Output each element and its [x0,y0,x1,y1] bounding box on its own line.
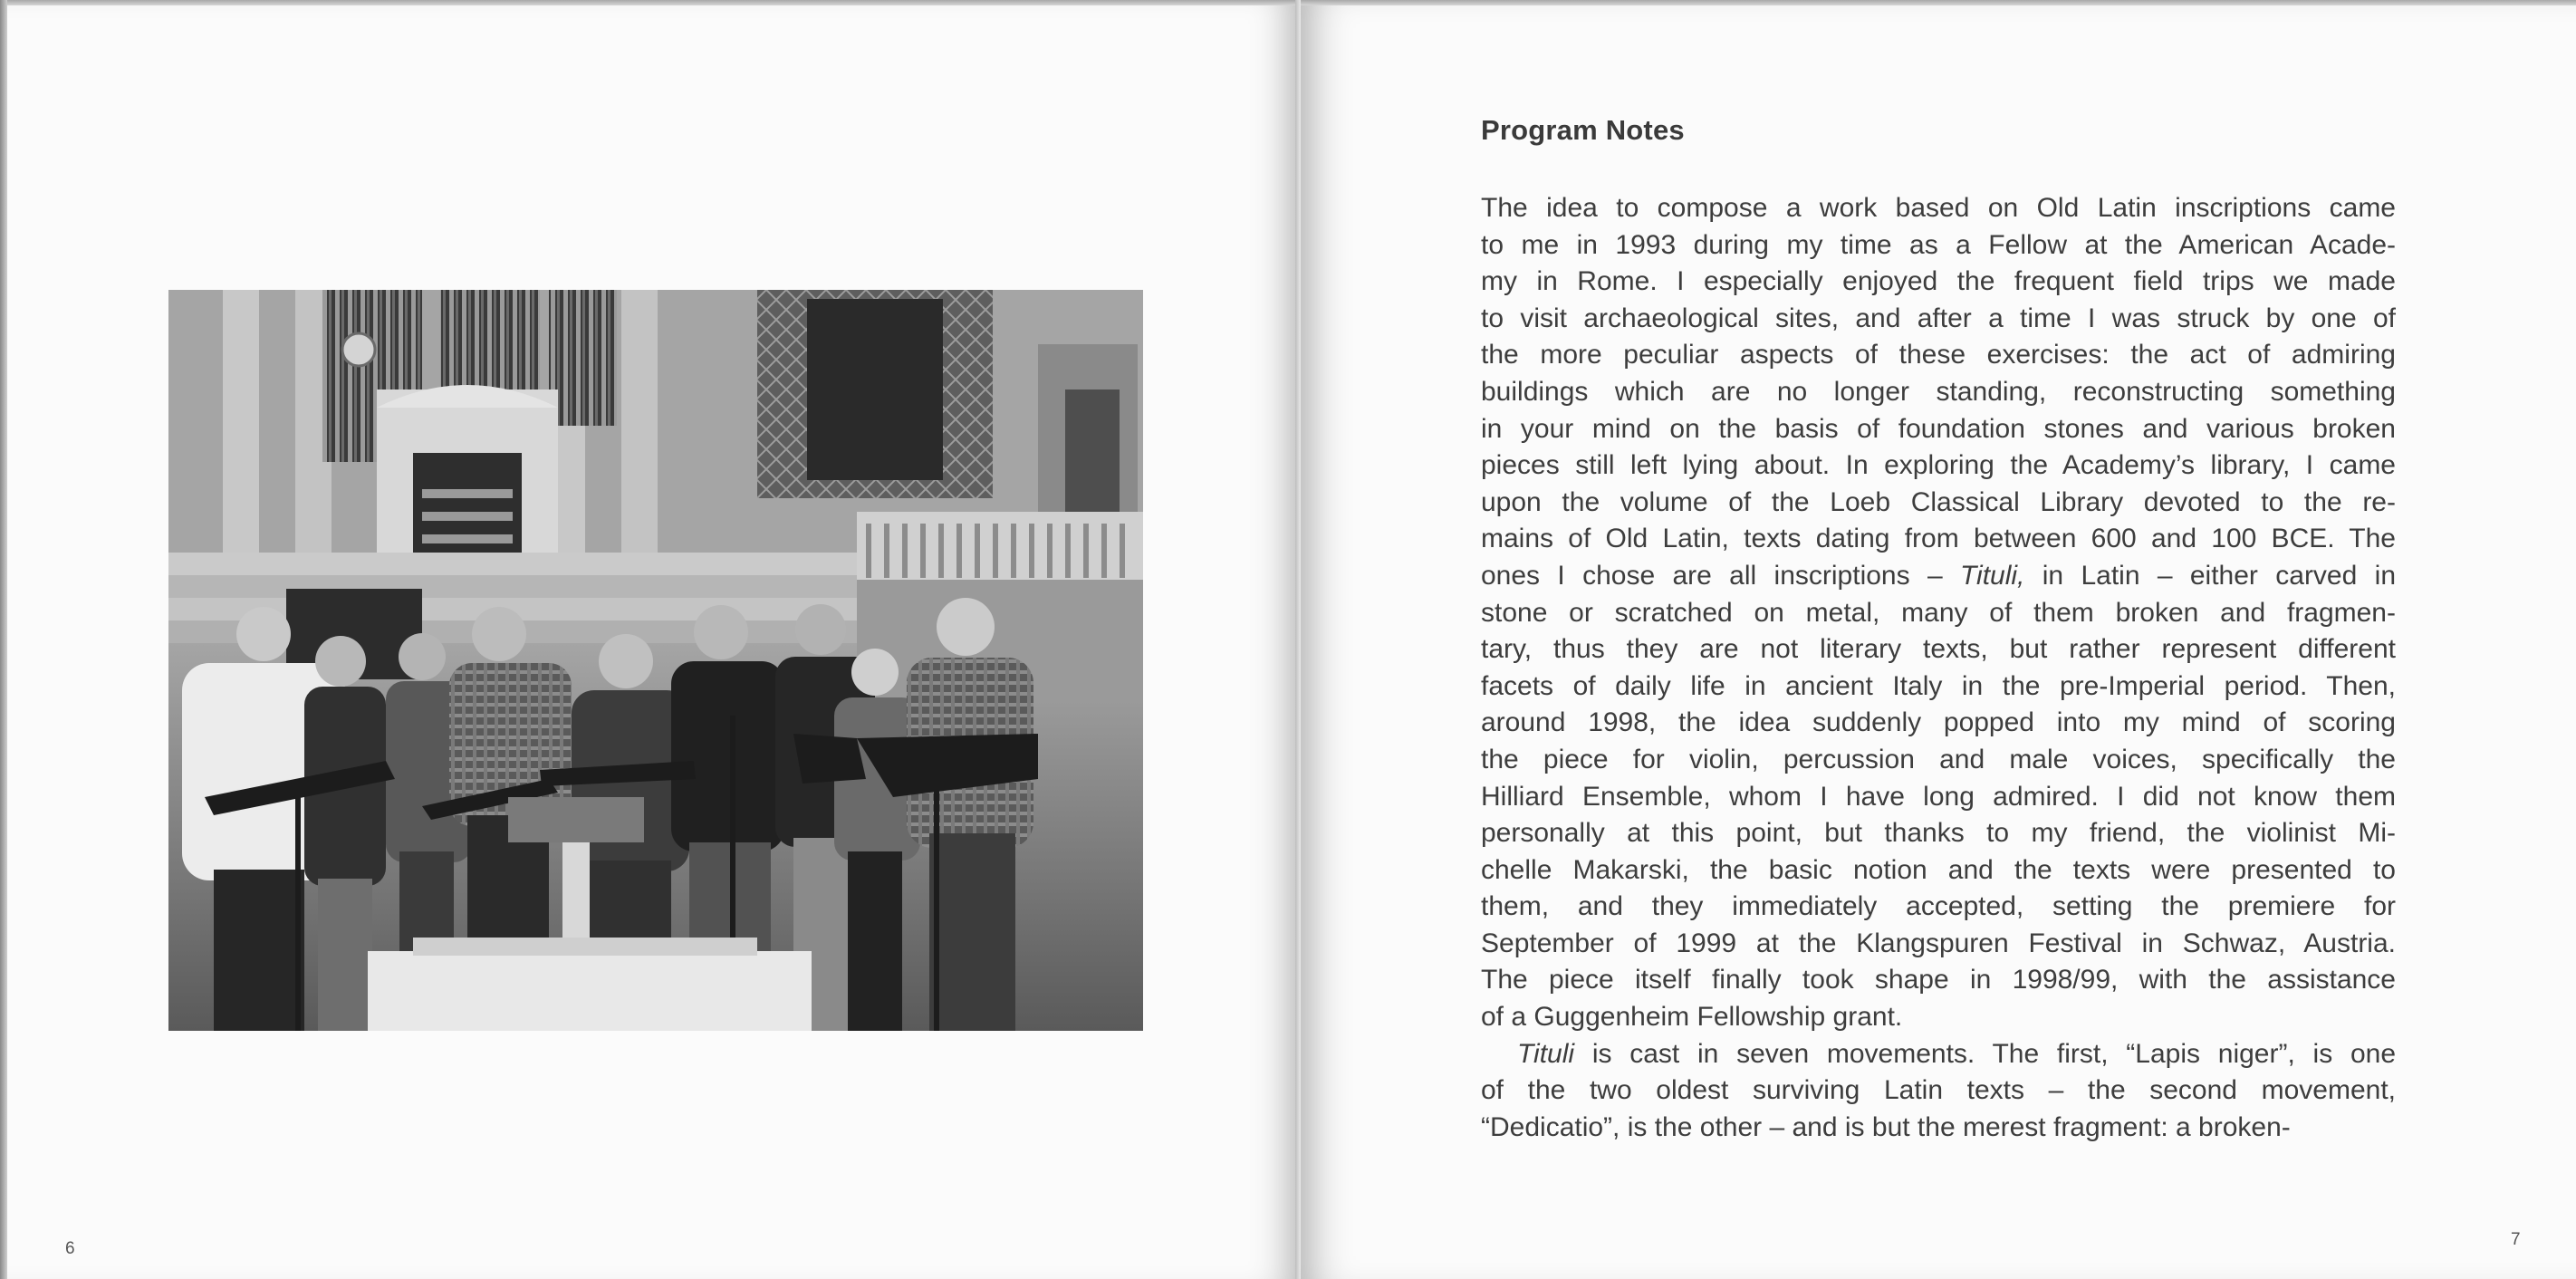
text-segment: ones I chose are all inscriptions – [1481,560,1960,591]
text-line [1481,411,2396,448]
text-line [1481,227,2396,264]
text-segment: upon the volume of the Loeb Classical Library devoted to the re- [1481,486,2396,517]
text-segment: of the two oldest surviving Latin texts – the second movement, [1481,1075,2396,1106]
text-segment: them, and they immediately accepted, setting the premiere for [1481,891,2396,922]
text-segment: stone or scratched on metal, many of them broken and fragmen- [1481,597,2396,628]
text-line [1481,190,2396,227]
text-segment: personally at this point, but thanks to my friend, the violinist Mi- [1481,818,2396,849]
text-line [1481,264,2396,301]
text-segment: “Dedicatio”, is the other – and is but the merest fragment: a broken- [1481,1111,2291,1142]
text-line [1481,815,2396,852]
text-segment: buildings which are no longer standing, reconstructing something [1481,376,2396,407]
text-segment: to me in 1993 during my time as a Fellow at the American Acade- [1481,229,2396,260]
section-heading: Program Notes [1481,114,1685,146]
text-segment: of a Guggenheim Fellowship grant. [1481,1002,1903,1033]
text-segment: is cast in seven movements. The first, “Lapis niger”, is one [1574,1038,2396,1069]
text-line [1481,485,2396,522]
text-line [1481,521,2396,558]
text-segment: mains of Old Latin, texts dating from between 600 and 100 BCE. The [1481,524,2396,554]
text-segment: my in Rome. I especially enjoyed the frequent field trips we made [1481,266,2396,297]
text-line [1481,668,2396,706]
left-page [7,5,1295,1279]
right-page [1301,5,2576,1279]
text-line [1481,1072,2396,1110]
italic-title: Tituli [1517,1038,1575,1069]
paragraph-1 [1481,190,2396,1036]
text-segment: in Latin – either carved in [2024,560,2396,591]
text-line [1481,301,2396,338]
text-segment: pieces still left lying about. In exploring the Academy’s library, I came [1481,450,2396,481]
text-segment: around 1998, the idea suddenly popped into my mind of scoring [1481,707,2396,738]
text-segment: The idea to compose a work based on Old Latin inscriptions came [1481,193,2396,223]
text-line [1481,999,2396,1036]
text-segment: The piece itself finally took shape in 1998/99, with the assistance [1481,965,2396,995]
program-notes-text [1481,190,2396,1146]
text-line [1481,852,2396,890]
text-line [1481,889,2396,926]
text-segment: the piece for violin, percussion and male voices, specifically the [1481,744,2396,774]
text-segment: chelle Makarski, the basic notion and the texts were presented to [1481,854,2396,885]
text-line [1481,595,2396,632]
paragraph-2 [1481,1036,2396,1147]
text-line [1481,337,2396,374]
text-line [1481,926,2396,963]
italic-title: Tituli, [1959,560,2025,591]
text-segment: tary, thus they are not literary texts, but rather represent different [1481,634,2396,665]
page-number-left: 6 [65,1239,75,1258]
page-left-edge [0,0,7,1279]
text-line [1481,558,2396,595]
text-line [1481,631,2396,668]
text-line [1481,705,2396,742]
text-line [1481,374,2396,411]
text-segment: Hilliard Ensemble, whom I have long admired. I did not know them [1481,781,2396,812]
text-segment: September of 1999 at the Klangspuren Festival in Schwaz, Austria. [1481,928,2396,958]
text-segment: in your mind on the basis of foundation stones and various broken [1481,413,2396,444]
text-line [1481,779,2396,816]
text-line [1481,1036,2396,1073]
text-line [1481,742,2396,779]
text-line [1481,962,2396,999]
page-number-right: 7 [2511,1230,2521,1249]
hilliard-ensemble-photo [168,290,1143,1031]
text-segment: facets of daily life in ancient Italy in the pre-Imperial period. Then, [1481,670,2396,701]
text-line [1481,447,2396,485]
text-segment: to visit archaeological sites, and after a time I was struck by one of [1481,303,2396,333]
text-line [1481,1110,2396,1147]
text-segment: the more peculiar aspects of these exercises: the act of admiring [1481,340,2396,370]
